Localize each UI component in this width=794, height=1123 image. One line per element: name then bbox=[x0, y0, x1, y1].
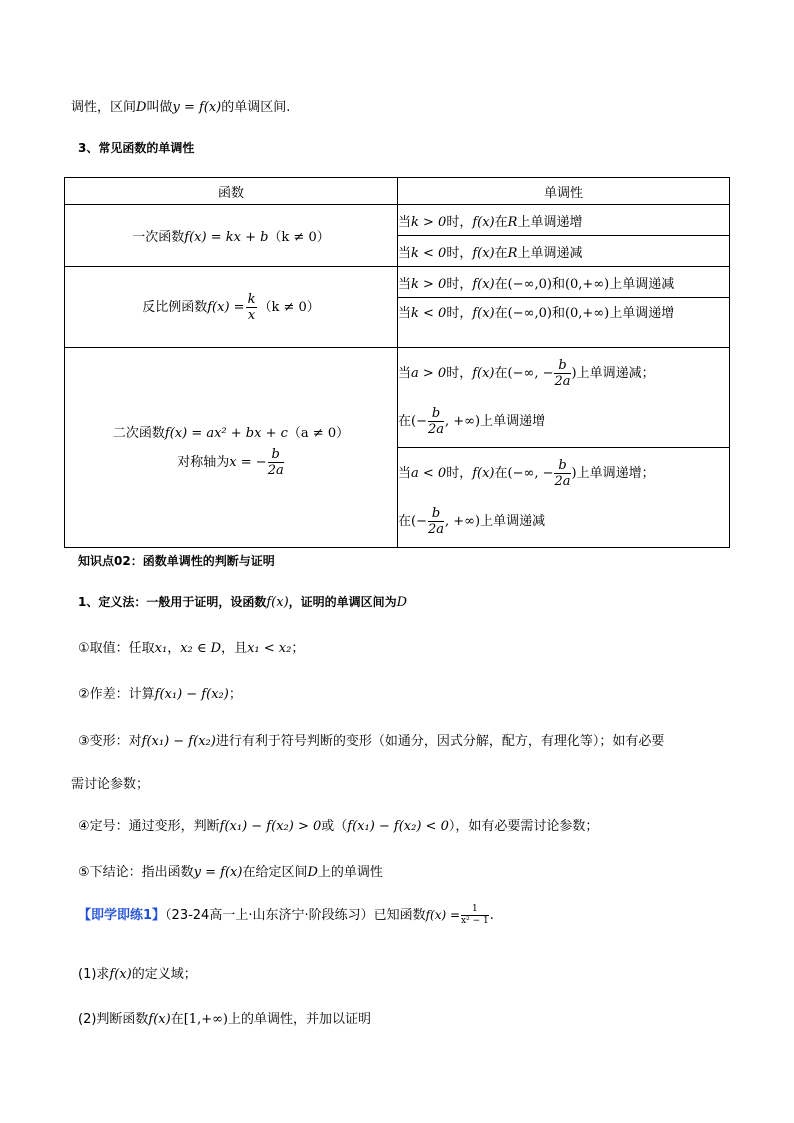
monotonicity-table bbox=[64, 177, 730, 548]
question-2: (2)判断函数f(x)在[1,+∞)上的单调性，并加以证明 bbox=[78, 1012, 372, 1027]
fraction-1-over-x2-minus-1: $\frac{1}{\text{x² − 1}}$ bbox=[461, 904, 489, 926]
knowledge-point-02-title: 知识点02：函数单调性的判断与证明 bbox=[78, 554, 275, 568]
fraction-k-over-x: $\frac{k}{x}$ bbox=[247, 291, 256, 323]
linear-function-cell: 一次函数f(x) = kx + b（k ≠ 0） bbox=[65, 205, 398, 267]
inverse-case-negative: 当k < 0时，f(x)在(−∞,0)和(0,+∞)上单调递增 bbox=[398, 298, 730, 348]
exercise-line: 【即学即练1】（23-24高一上·山东济宁·阶段练习）已知函数f(x) = $\frac{1}{\text{x² − 1}}$ . bbox=[78, 904, 494, 926]
inverse-function-cell: 反比例函数f(x) = $\frac{k}{x}$ （k ≠ 0） bbox=[65, 267, 398, 348]
fraction-b-over-2a: $\frac{b}{2a}$ bbox=[427, 505, 445, 537]
step-transform-continued: 需讨论参数； bbox=[71, 777, 150, 792]
step-take-values: ①取值：任取x₁，x₂ ∈ D，且x₁ < x₂； bbox=[78, 641, 305, 656]
step-difference: ②作差：计算f(x₁) − f(x₂)； bbox=[78, 687, 242, 702]
section3-title: 3、常见函数的单调性 bbox=[78, 141, 195, 155]
fraction-b-over-2a: $\frac{b}{2a}$ bbox=[427, 405, 445, 437]
inverse-case-positive: 当k > 0时，f(x)在(−∞,0)和(0,+∞)上单调递减 bbox=[398, 267, 730, 298]
quadratic-function-cell: 二次函数f(x) = ax² + bx + c（a ≠ 0） 对称轴为x = − $\frac{b}{2a}$ bbox=[65, 348, 398, 548]
step-transform: ③变形：对f(x₁) − f(x₂)进行有利于符号判断的变形（如通分，因式分解，配方，有理化等）；如有必要 bbox=[78, 734, 665, 749]
step-conclusion: ⑤下结论：指出函数y = f(x)在给定区间D上的单调性 bbox=[78, 865, 383, 880]
definition-method-line: 1、定义法：一般用于证明，设函数f(x)，证明的单调区间为D bbox=[78, 595, 408, 610]
fraction-b-over-2a: $\frac{b}{2a}$ bbox=[554, 357, 571, 389]
linear-case-negative: 当k < 0时，f(x)在R上单调递减 bbox=[398, 236, 730, 267]
step-determine-sign: ④定号：通过变形，判断f(x₁) − f(x₂) > 0或（f(x₁) − f(x₂) < 0），如有必要需讨论参数； bbox=[78, 819, 599, 834]
header-monotonicity: 单调性 bbox=[398, 178, 730, 205]
linear-case-positive: 当k > 0时，f(x)在R上单调递增 bbox=[398, 205, 730, 236]
fraction-b-over-2a: $\frac{b}{2a}$ bbox=[267, 446, 284, 478]
intro-line: 调性，区间D叫做y = f(x)的单调区间. bbox=[71, 100, 291, 115]
header-function: 函数 bbox=[65, 178, 398, 205]
fraction-b-over-2a: $\frac{b}{2a}$ bbox=[554, 457, 571, 489]
quadratic-case-positive: 当a > 0时，f(x)在(−∞, − $\frac{b}{2a}$ )上单调递减； 在(− $\frac{b}{2a}$ , +∞)上单调递增 bbox=[398, 348, 730, 448]
quadratic-case-negative: 当a < 0时，f(x)在(−∞, − $\frac{b}{2a}$ )上单调递增； 在(− $\frac{b}{2a}$ , +∞)上单调递减 bbox=[398, 448, 730, 548]
question-1: (1)求f(x)的定义域； bbox=[78, 967, 197, 982]
